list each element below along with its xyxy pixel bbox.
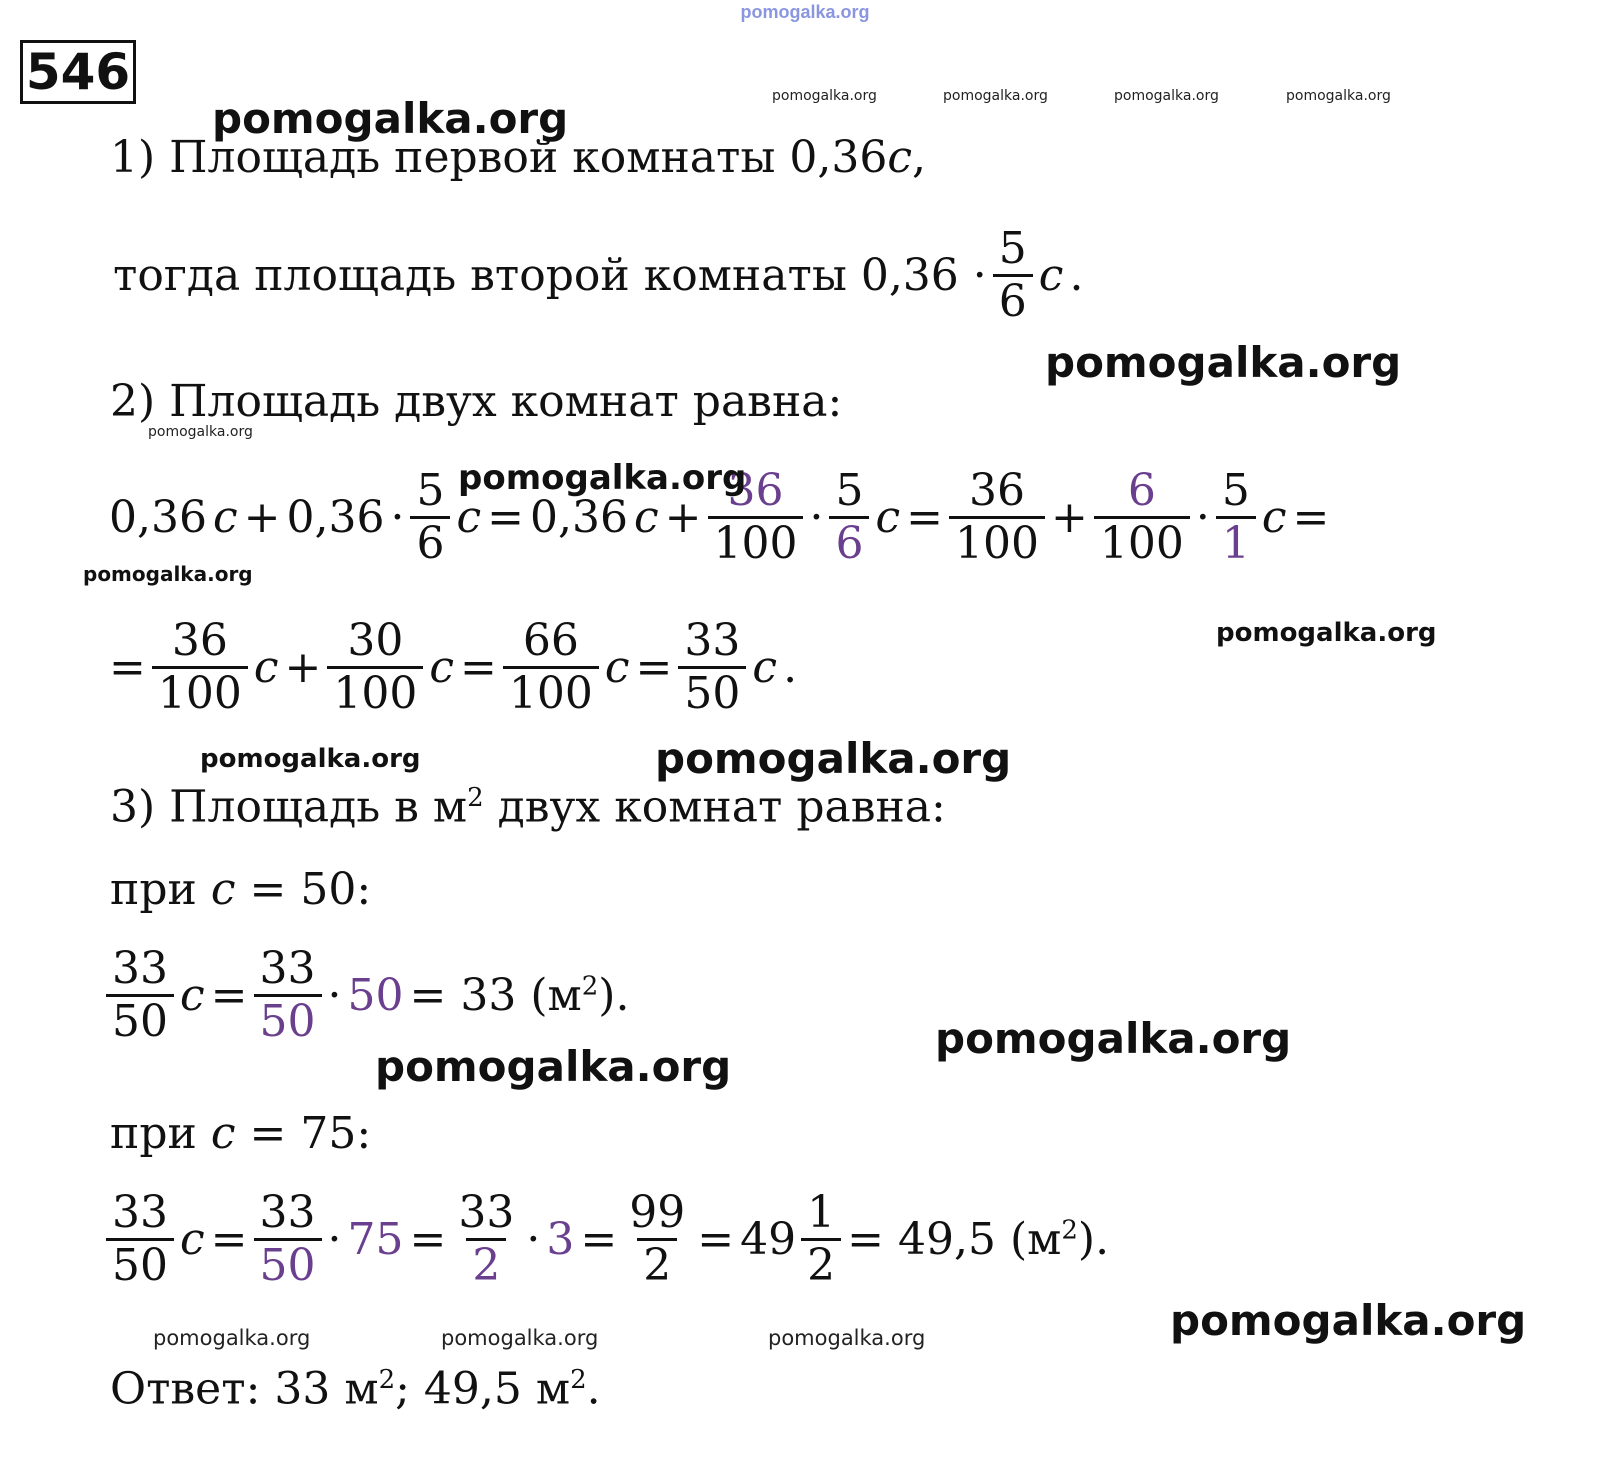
step1-line2: тогда площадь второй комнаты 0,36 · $\frac{5}{6}$ c . xyxy=(113,223,1084,327)
watermark: pomogalka.org xyxy=(83,562,253,586)
case-c-50: при c = 50: xyxy=(110,864,372,915)
watermark: pomogalka.org xyxy=(655,734,1012,783)
watermark: pomogalka.org xyxy=(1216,618,1437,648)
watermark: pomogalka.org xyxy=(1286,88,1391,104)
watermark: pomogalka.org xyxy=(1170,1296,1527,1345)
watermark: pomogalka.org xyxy=(153,1326,311,1350)
calc-c-50: $\frac{33}{50}$ c = $\frac{33}{50}$ · 50 = 33 $(м^2)$. xyxy=(106,944,632,1047)
watermark: pomogalka.org xyxy=(458,458,747,498)
calc-c-75: $\frac{33}{50}$ c = $\frac{33}{50}$ · 75 = $\frac{33}{2}$ · 3 = $\frac{99}{2}$ = 49 $\frac{1}{2}$ = 49,5 $(м^2)$. xyxy=(106,1188,1112,1291)
watermark: pomogalka.org xyxy=(768,1326,926,1350)
watermark: pomogalka.org xyxy=(772,88,877,104)
problem-number: 546 xyxy=(20,40,136,104)
watermark: pomogalka.org xyxy=(441,1326,599,1350)
answer: Ответ: 33 $м^2$; 49,5 $м^2$. xyxy=(110,1363,601,1415)
step2-title: 2) Площадь двух комнат равна: xyxy=(110,376,843,427)
watermark: pomogalka.org xyxy=(943,88,1048,104)
step1-line1: 1) Площадь первой комнаты 0,36c, xyxy=(110,132,926,183)
watermark: pomogalka.org xyxy=(935,1014,1292,1063)
watermark: pomogalka.org xyxy=(1045,338,1402,387)
watermark: pomogalka.org xyxy=(212,94,569,143)
step2-equation-2: = $\frac{36}{100}$ c + $\frac{30}{100}$ c = $\frac{66}{100}$ c = $\frac{33}{50}$ c . xyxy=(109,615,798,719)
fraction-5-6: $\frac{5}{6}$ xyxy=(993,224,1033,327)
watermark: pomogalka.org xyxy=(375,1042,732,1091)
watermark: pomogalka.org xyxy=(200,744,421,774)
watermark: pomogalka.org xyxy=(148,424,253,440)
step3-title: 3) Площадь в $м^2$ двух комнат равна: xyxy=(110,781,946,833)
step2-equation-1: 0,36 c + 0,36 · $\frac{5}{6}$ c = 0,36 c + $\frac{36}{100}$ · $\frac{5}{6}$ c = $\frac{36}{100}$ + $\frac{6}{100}$ · $\frac{5}{1}$ c = xyxy=(109,465,1330,569)
watermark-top: pomogalka.org xyxy=(740,2,870,22)
case-c-75: при c = 75: xyxy=(110,1108,372,1159)
watermark: pomogalka.org xyxy=(1114,88,1219,104)
